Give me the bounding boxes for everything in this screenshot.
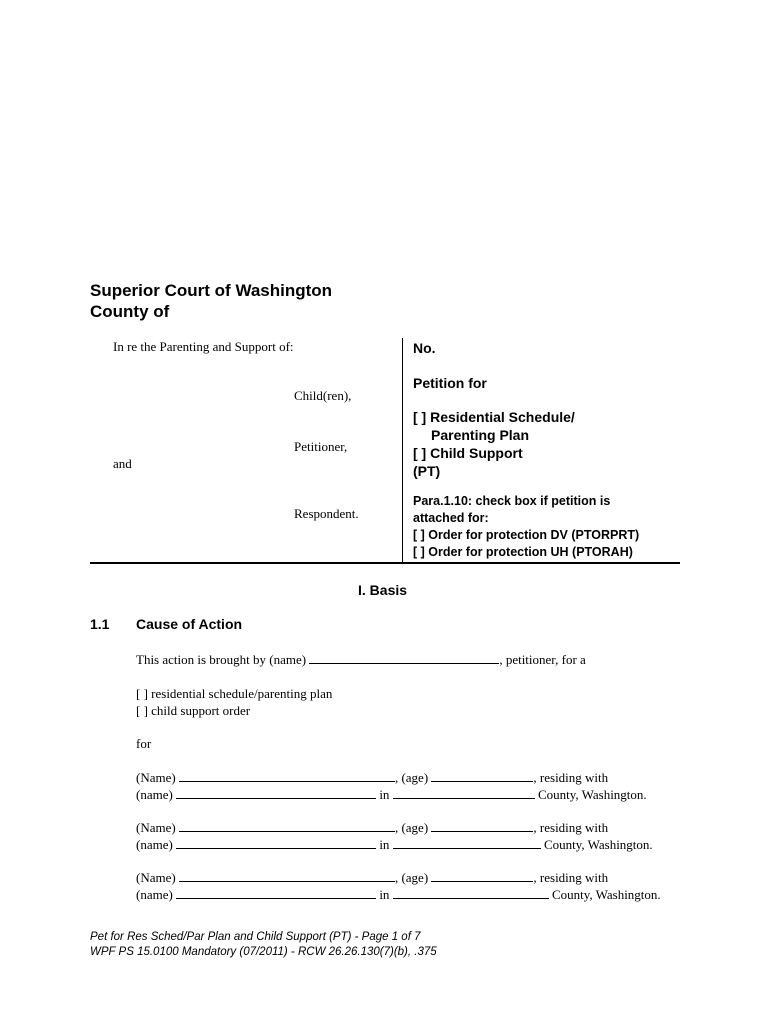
child-1-age-field[interactable] <box>431 769 533 782</box>
child-age-label: , (age) <box>394 870 429 885</box>
option-residential-schedule: [ ] Residential Schedule/ <box>413 409 575 425</box>
child-age-label: , (age) <box>394 820 429 835</box>
child-1-line-2 <box>136 786 647 803</box>
child-2-age-field[interactable] <box>431 819 533 832</box>
child-name-label: (Name) <box>136 820 176 835</box>
case-number-label: No. <box>413 340 436 356</box>
option-parenting-plan: Parenting Plan <box>431 427 530 443</box>
option-plan: [ ] residential schedule/parenting plan <box>136 686 333 701</box>
child-1-county-field[interactable] <box>393 786 535 799</box>
child-2-line-1 <box>136 819 608 836</box>
residing-name-label: (name) <box>136 837 173 852</box>
child-3-name-field[interactable] <box>179 869 395 882</box>
child-name-label: (Name) <box>136 870 176 885</box>
child-1-line-1 <box>136 769 608 786</box>
caption-bottom-rule <box>90 562 680 564</box>
in-re-label: In re the Parenting and Support of: <box>113 339 294 354</box>
footer-line-1: Pet for Res Sched/Par Plan and Child Support (PT) - Page 1 of 7 <box>90 931 421 943</box>
petitioner-label: Petitioner, <box>294 439 348 454</box>
child-3-residing-name-field[interactable] <box>176 886 376 899</box>
for-label: for <box>136 736 152 751</box>
respondent-label: Respondent. <box>294 506 359 521</box>
para-note-line1: Para.1.10: check box if petition is <box>413 494 611 508</box>
residing-name-label: (name) <box>136 787 173 802</box>
basis-heading: I. Basis <box>358 582 408 598</box>
caption-vertical-rule <box>402 338 403 562</box>
residing-name-label: (name) <box>136 887 173 902</box>
county-washington-label: County, Washington. <box>551 887 661 902</box>
child-residing-label: , residing with <box>533 870 609 885</box>
child-3-age-field[interactable] <box>431 869 533 882</box>
option-protection-uh: [ ] Order for protection UH (PTORAH) <box>413 545 633 559</box>
in-label: in <box>379 837 390 852</box>
in-label: in <box>379 887 390 902</box>
county-washington-label: County, Washington. <box>543 837 653 852</box>
child-1-name-field[interactable] <box>179 769 395 782</box>
county-name: County of <box>90 302 170 321</box>
para-note-line2: attached for: <box>413 511 489 525</box>
child-2-name-field[interactable] <box>179 819 395 832</box>
petitioner-name-field[interactable] <box>309 651 499 664</box>
child-residing-label: , residing with <box>533 820 609 835</box>
form-code: (PT) <box>413 463 441 479</box>
child-residing-label: , residing with <box>533 770 609 785</box>
child-3-line-2 <box>136 886 661 903</box>
child-age-label: , (age) <box>394 770 429 785</box>
child-3-line-1 <box>136 869 608 886</box>
intro-start: This action is brought by (name) <box>136 652 307 667</box>
footer-line-2: WPF PS 15.0100 Mandatory (07/2011) - RCW 26.26.130(7)(b), .375 <box>90 946 437 958</box>
option-child-support: [ ] Child Support <box>413 445 523 461</box>
child-1-residing-name-field[interactable] <box>176 786 376 799</box>
children-label: Child(ren), <box>294 388 352 403</box>
child-3-county-field[interactable] <box>393 886 549 899</box>
option-protection-dv: [ ] Order for protection DV (PTORPRT) <box>413 528 640 542</box>
county-washington-label: County, Washington. <box>537 787 647 802</box>
intro-line <box>136 651 586 668</box>
and-label: and <box>113 456 132 471</box>
section-title: Cause of Action <box>136 616 243 632</box>
intro-end: , petitioner, for a <box>499 652 586 667</box>
in-label: in <box>379 787 390 802</box>
petition-for-label: Petition for <box>413 375 487 391</box>
section-number: 1.1 <box>90 616 110 632</box>
child-2-line-2 <box>136 836 653 853</box>
child-2-county-field[interactable] <box>393 836 541 849</box>
court-name: Superior Court of Washington <box>90 281 333 300</box>
child-name-label: (Name) <box>136 770 176 785</box>
child-2-residing-name-field[interactable] <box>176 836 376 849</box>
option-support: [ ] child support order <box>136 703 251 718</box>
